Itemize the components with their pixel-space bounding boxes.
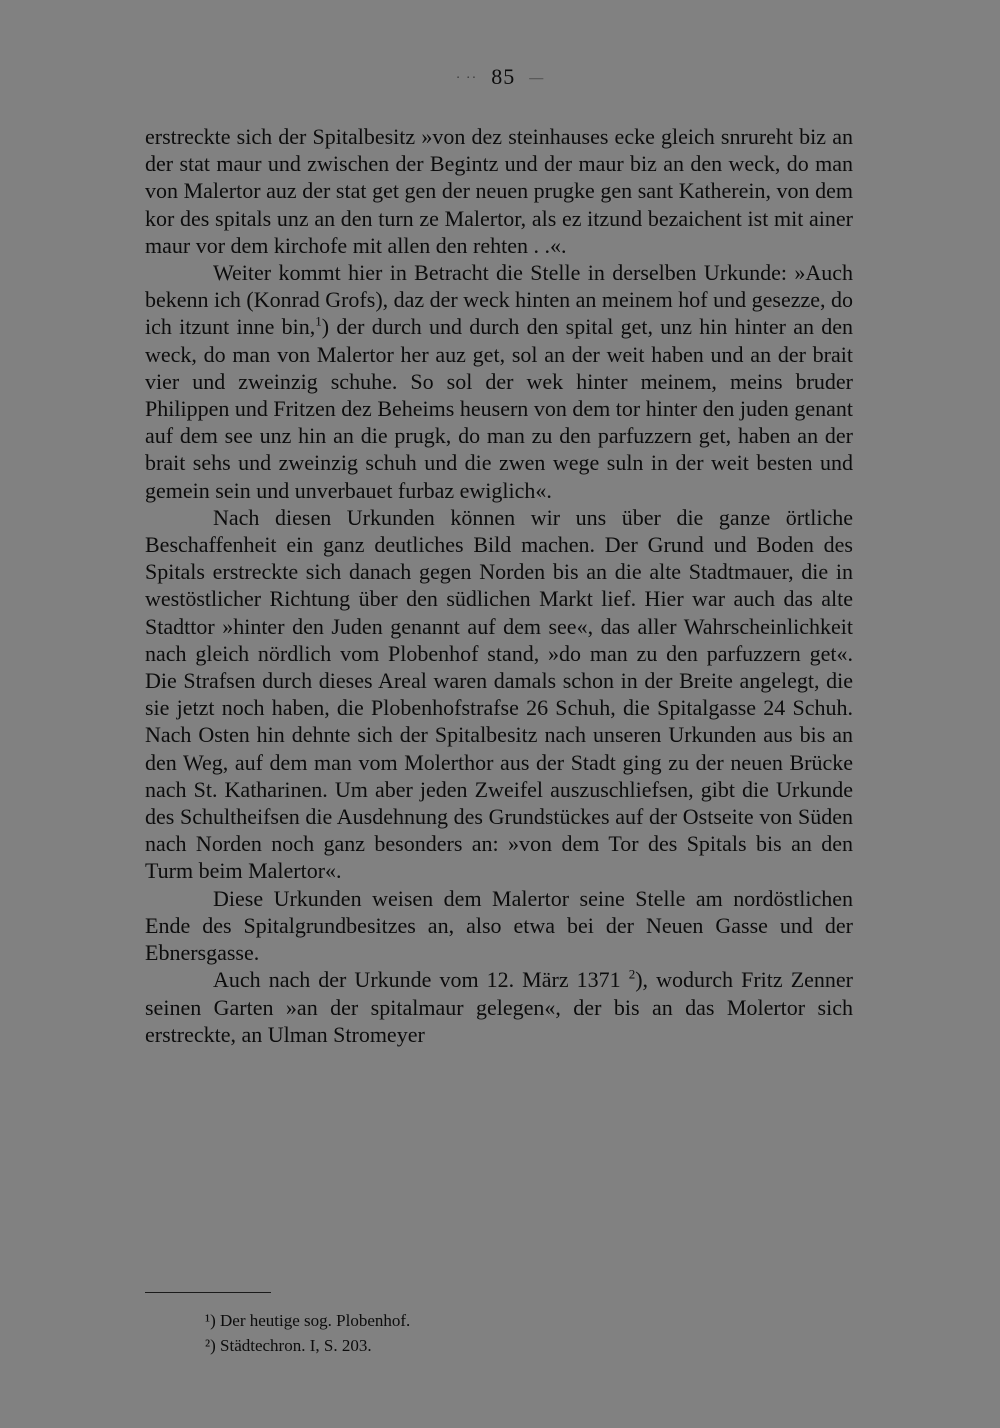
paragraph-5 [145,966,853,1048]
page-number: 85 [491,64,516,89]
footnote-separator [145,1292,271,1293]
footnote-marker: ²) [205,1336,216,1355]
footnote-marker: ¹) [205,1311,216,1330]
footnote-1 [205,1308,805,1333]
header-dash-right: — [529,70,545,86]
paragraph-5-text-a: Auch nach der Urkunde vom 12. März 1371 [213,967,629,993]
footnote-text: Städtechron. I, S. 203. [220,1336,372,1355]
footnote-ref-2: 2 [628,966,636,982]
main-text [145,123,853,1048]
header-dash-left: · ·· [455,70,478,86]
paragraph-5-text-b: ), wodurch Fritz Zenner seinen Garten »an der spitalmaur gelegen«, der bis an das Molertor sich erstreckte, an Ulman Stromeyer [145,967,854,1047]
paragraph-3: Nach diesen Urkunden können wir uns über die ganze örtliche Beschaffenheit ein ganz deutliches Bild machen. Der Grund und Boden des Spitals erstreckte sich danach gegen Norden bis an die alte Stadtmauer, die in westöstlicher Richtung über den südlichen Markt lief. Hier war auch das alte Stadttor »hinter den Juden genannt auf dem see«, das aller Wahrscheinlichkeit nach gleich nördlich vom Plobenhof stand, »do man zu den parfuzzern get«. Die Strafsen durch dieses Areal waren damals schon in der Breite angelegt, die sie jetzt noch haben, die Plobenhofstrafse 26 Schuh, die Spitalgasse 24 Schuh. Nach Osten hin dehnte sich der Spitalbesitz nach unseren Urkunden aus bis an den Weg, auf dem man vom Molerthor aus der Stadt ging zu der neuen Brücke nach St. Katharinen. Um aber jeden Zweifel auszuschliefsen, gibt die Urkunde des Schultheifsen die Ausdehnung des Grundstückes auf der Ostseite von Süden nach Norden noch ganz besonders an: »von dem Tor des Spitals bis an den Turm beim Malertor«. [145,504,853,884]
footnote-2 [205,1333,805,1358]
paragraph-2-text-a: Weiter kommt hier in Betracht die Stelle in derselben Urkunde: »Auch bekenn ich (Konrad Grofs), daz der weck hinten an meinem hof und gesezze, do ich itzunt inne bin, [145,260,854,340]
footnote-text: Der heutige sog. Plobenhof. [220,1311,411,1330]
paragraph-2-text-b: ) der durch und durch den spital get, unz hin hinter an den weck, do man von Malertor her auz get, sol an der weit haben und an der brait vier und zweinzig schuhe. So sol der wek hinter meinem, meins bruder Philippen und Fritzen dez Beheims heusern von dem tor hinter den juden genant auf dem see unz hin an die prugk, do man zu den parfuzzern get, haben an der brait sehs und zweinzig schuh und die zwen wege suln in der weit besten und gemein sein und unverbauet furbaz ewiglich«. [145,314,853,503]
page-header [0,64,1000,90]
footnote-ref-1: 1 [315,314,322,330]
paragraph-1: erstreckte sich der Spitalbesitz »von dez steinhauses ecke gleich snrureht biz an der stat maur und zwischen der Begintz und der maur biz an den weck, do man von Malertor auz der stat get gen der neuen prugke gen sant Katherein, von dem kor des spitals unz an den turn ze Malertor, als ez itzund bezaichent ist mit ainer maur vor dem kirchofe mit allen den rehten . .«. [145,124,853,258]
paragraph-4: Diese Urkunden weisen dem Malertor seine Stelle am nordöstlichen Ende des Spitalgrundbesitzes an, also etwa bei der Neuen Gasse und der Ebnersgasse. [145,885,853,966]
paragraph-2 [145,259,853,504]
footnotes [205,1308,805,1358]
